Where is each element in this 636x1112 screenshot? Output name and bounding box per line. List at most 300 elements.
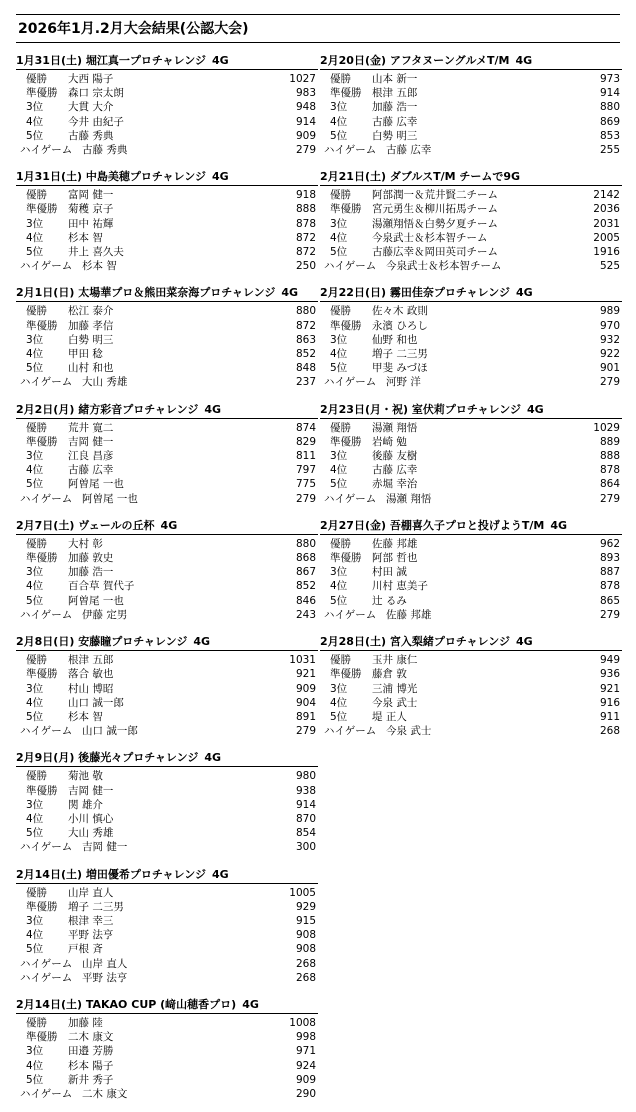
event-rows — [16, 1016, 318, 1101]
result-rank: 3位 — [26, 1045, 44, 1058]
result-row — [16, 769, 318, 783]
result-row — [320, 361, 622, 375]
result-name: 吉岡 健一 — [68, 435, 114, 448]
result-name: 今泉武士＆杉本智チーム — [386, 260, 502, 273]
result-name: 三浦 博光 — [372, 682, 418, 695]
result-row — [16, 333, 318, 347]
result-rank: 準優勝 — [26, 87, 58, 100]
result-row — [320, 724, 622, 738]
event-date: 2月8日(日) — [16, 635, 75, 649]
result-score: 1916 — [593, 246, 620, 259]
result-row — [16, 435, 318, 449]
result-rank: 優勝 — [26, 1016, 47, 1029]
event-block — [16, 633, 318, 738]
event-block — [16, 168, 318, 273]
event-rows — [16, 653, 318, 738]
event-date: 2月1日(日) — [16, 286, 75, 300]
result-row — [16, 1016, 318, 1030]
event-heading — [16, 517, 318, 535]
result-score: 878 — [295, 217, 316, 230]
result-row — [320, 217, 622, 231]
result-score: 872 — [295, 246, 316, 259]
result-row — [320, 231, 622, 245]
result-rank: 4位 — [26, 348, 44, 361]
result-row — [16, 667, 318, 681]
event-games: 4G — [515, 54, 533, 67]
result-row — [16, 319, 318, 333]
event-rows — [320, 304, 622, 389]
result-name: 川村 恵美子 — [372, 580, 428, 593]
result-row — [16, 100, 318, 114]
event-date: 2月7日(土) — [16, 518, 75, 532]
result-row — [16, 696, 318, 710]
event-games: 4G — [515, 286, 533, 300]
result-rank: 準優勝 — [26, 203, 58, 216]
event-name: 室伏莉プロチャレンジ — [408, 402, 521, 416]
result-score: 1027 — [289, 73, 316, 85]
result-score: 971 — [295, 1045, 316, 1058]
event-date: 1月31日(土) — [16, 170, 83, 184]
result-score: 2031 — [593, 217, 620, 230]
result-score: 846 — [295, 594, 316, 607]
event-date: 2月2日(月) — [16, 402, 75, 416]
event-block — [16, 284, 318, 389]
result-row — [320, 202, 622, 216]
event-block — [320, 633, 622, 738]
result-rank: ハイゲーム — [20, 1087, 73, 1100]
result-name: 二木 康文 — [82, 1087, 128, 1100]
result-score: 908 — [295, 943, 316, 956]
result-rank: 準優勝 — [330, 87, 362, 100]
result-rank: 優勝 — [330, 305, 351, 318]
result-row — [320, 682, 622, 696]
result-name: 森口 宗太朗 — [68, 87, 124, 100]
result-score: 2005 — [593, 231, 620, 244]
event-heading — [320, 52, 622, 70]
result-name: 阿曽尾 一也 — [68, 594, 124, 607]
result-rank: 優勝 — [330, 73, 351, 85]
result-score: 279 — [599, 492, 620, 505]
result-score: 870 — [295, 812, 316, 825]
event-name: 霧田佳奈プロチャレンジ — [386, 286, 510, 300]
event-rows — [320, 537, 622, 622]
result-rank: 4位 — [330, 696, 348, 709]
result-row — [16, 957, 318, 971]
result-rank: ハイゲーム — [324, 492, 377, 505]
result-name: 仙野 和也 — [372, 333, 418, 346]
result-row — [16, 1044, 318, 1058]
result-name: 杉本 陽子 — [68, 1059, 114, 1072]
result-score: 970 — [599, 319, 620, 332]
result-rank: 4位 — [26, 580, 44, 593]
result-rank: 5位 — [26, 594, 44, 607]
result-score: 854 — [295, 827, 316, 840]
result-name: 山口 誠一郎 — [68, 696, 124, 709]
result-row — [16, 143, 318, 157]
result-row — [16, 1030, 318, 1044]
result-name: 湯瀬 翔悟 — [386, 492, 432, 505]
result-name: 赤堀 幸治 — [372, 478, 418, 491]
result-row — [16, 361, 318, 375]
result-name: 戸根 斉 — [68, 943, 103, 956]
result-score: 243 — [295, 608, 316, 621]
result-name: 村田 誠 — [372, 566, 407, 579]
result-row — [320, 608, 622, 622]
result-row — [16, 551, 318, 565]
result-name: 藤倉 敦 — [372, 668, 407, 681]
result-score: 863 — [295, 333, 316, 346]
result-rank: 優勝 — [26, 189, 47, 202]
result-score: 921 — [599, 682, 620, 695]
result-row — [16, 231, 318, 245]
result-score: 525 — [599, 260, 620, 273]
event-games: 4G — [515, 635, 533, 649]
result-row — [16, 463, 318, 477]
result-score: 852 — [295, 580, 316, 593]
result-rank: 3位 — [26, 914, 44, 927]
result-name: 岩崎 勉 — [372, 435, 407, 448]
result-row — [320, 710, 622, 724]
event-rows — [320, 72, 622, 157]
event-heading — [16, 633, 318, 651]
result-rank: 5位 — [330, 246, 348, 259]
result-name: 山口 誠一郎 — [82, 725, 138, 738]
result-rank: 準優勝 — [26, 784, 58, 797]
result-score: 989 — [599, 305, 620, 318]
result-name: 根津 五郎 — [68, 654, 114, 667]
event-name: 後藤光々プロチャレンジ — [74, 751, 199, 765]
event-name: 堀江真一プロチャレンジ — [82, 54, 206, 67]
result-name: 田邉 芳勝 — [68, 1045, 114, 1058]
result-rank: 4位 — [26, 231, 44, 244]
result-name: 根津 五郎 — [372, 87, 418, 100]
result-name: 佐藤 邦雄 — [372, 537, 418, 550]
result-score: 1008 — [289, 1016, 316, 1029]
result-rank: 優勝 — [26, 537, 47, 550]
result-row — [320, 421, 622, 435]
result-score: 973 — [599, 73, 620, 85]
result-score: 300 — [295, 841, 316, 854]
result-row — [16, 826, 318, 840]
result-rank: 3位 — [330, 333, 348, 346]
result-name: 大西 陽子 — [68, 73, 114, 85]
event-block — [320, 401, 622, 506]
result-row — [16, 259, 318, 273]
result-score: 869 — [599, 115, 620, 128]
result-name: 白勢 明三 — [372, 129, 418, 142]
result-row — [320, 594, 622, 608]
result-rank: 3位 — [330, 217, 348, 230]
result-score: 909 — [295, 129, 316, 142]
result-row — [320, 143, 622, 157]
event-name: 中島美穂プロチャレンジ — [82, 170, 206, 184]
result-score: 901 — [599, 362, 620, 375]
result-name: 富岡 健一 — [68, 189, 114, 202]
result-row — [16, 115, 318, 129]
event-heading — [16, 749, 318, 767]
result-score: 279 — [295, 492, 316, 505]
result-score: 1031 — [289, 654, 316, 667]
result-score: 1005 — [289, 886, 316, 899]
result-row — [16, 347, 318, 361]
result-row — [16, 900, 318, 914]
result-rank: 優勝 — [26, 421, 47, 434]
result-name: 古藤 広幸 — [372, 464, 418, 477]
result-name: 加藤 陸 — [68, 1016, 103, 1029]
event-block — [16, 749, 318, 854]
result-rank: ハイゲーム — [20, 144, 73, 157]
event-name: 緒方彩音プロチャレンジ — [74, 402, 199, 416]
event-date: 2月14日(土) — [16, 867, 83, 881]
event-rows — [320, 653, 622, 738]
result-rank: 優勝 — [330, 537, 351, 550]
result-score: 279 — [599, 376, 620, 389]
result-rank: 4位 — [26, 115, 44, 128]
result-row — [320, 72, 622, 86]
result-name: 吉岡 健一 — [68, 784, 114, 797]
result-rank: 5位 — [330, 129, 348, 142]
event-date: 2月27日(金) — [320, 518, 387, 532]
result-rank: 5位 — [26, 362, 44, 375]
result-rank: 準優勝 — [26, 552, 58, 565]
result-row — [320, 347, 622, 361]
result-rank: 5位 — [330, 478, 348, 491]
result-name: 甲田 稔 — [68, 348, 103, 361]
result-name: 山村 和也 — [68, 362, 114, 375]
result-row — [16, 202, 318, 216]
result-score: 880 — [295, 305, 316, 318]
result-score: 904 — [295, 696, 316, 709]
event-heading — [16, 866, 318, 884]
result-row — [16, 492, 318, 506]
result-rank: 4位 — [26, 464, 44, 477]
result-rank: 4位 — [26, 812, 44, 825]
result-rank: 優勝 — [26, 770, 47, 783]
result-score: 865 — [599, 594, 620, 607]
event-block — [16, 866, 318, 985]
result-rank: 3位 — [26, 450, 44, 463]
result-score: 874 — [295, 421, 316, 434]
result-name: 増子 二三男 — [68, 900, 124, 913]
event-heading — [320, 168, 622, 186]
result-score: 909 — [295, 682, 316, 695]
result-name: 関 雄介 — [68, 798, 103, 811]
result-score: 237 — [295, 376, 316, 389]
result-row — [16, 86, 318, 100]
result-name: 古藤広幸＆岡田英司チーム — [372, 246, 498, 259]
result-rank: ハイゲーム — [324, 144, 377, 157]
result-name: 永濱 ひろし — [372, 319, 428, 332]
result-row — [320, 579, 622, 593]
event-games: 4G — [211, 170, 229, 184]
event-date: 2月23日(月・祝) — [320, 402, 409, 416]
event-name: 太場華プロ＆熊田菜奈海プロチャレンジ — [74, 286, 276, 300]
result-name: 大山 秀雄 — [82, 376, 128, 389]
event-name: 吾棚喜久子プロと投げようT/M — [386, 518, 545, 532]
event-date: 2月28日(土) — [320, 635, 387, 649]
result-score: 888 — [295, 203, 316, 216]
event-name: 安藤瞳プロチャレンジ — [74, 635, 188, 649]
event-date: 2月20日(金) — [320, 54, 387, 67]
result-score: 891 — [295, 710, 316, 723]
result-rank: 5位 — [26, 1073, 44, 1086]
result-rank: 優勝 — [330, 189, 351, 202]
result-name: 玉井 康仁 — [372, 654, 418, 667]
event-block — [320, 52, 622, 157]
result-name: 加藤 浩一 — [372, 101, 418, 114]
result-rank: 優勝 — [26, 73, 47, 85]
page-title: 2026年1月.2月大会結果(公認大会) — [18, 21, 249, 37]
result-score: 909 — [295, 1073, 316, 1086]
result-score: 797 — [295, 464, 316, 477]
result-rank: ハイゲーム — [20, 971, 73, 984]
result-row — [16, 537, 318, 551]
result-name: 湯瀬 翔悟 — [372, 421, 418, 434]
result-name: 大貫 大介 — [68, 101, 114, 114]
result-rank: 準優勝 — [330, 203, 362, 216]
result-row — [16, 914, 318, 928]
result-name: 阿曽尾 一也 — [82, 492, 138, 505]
result-rank: 4位 — [330, 231, 348, 244]
result-row — [16, 928, 318, 942]
result-name: 甲斐 みづほ — [372, 362, 428, 375]
result-rank: 4位 — [26, 696, 44, 709]
result-name: 平野 法亨 — [68, 929, 114, 942]
result-rank: 3位 — [330, 450, 348, 463]
right-column — [320, 52, 622, 1112]
event-name: 増田優希プロチャレンジ — [82, 867, 206, 881]
result-score: 279 — [295, 144, 316, 157]
result-score: 811 — [295, 450, 316, 463]
result-rank: 4位 — [330, 580, 348, 593]
event-rows — [16, 188, 318, 273]
document-title-bar — [16, 14, 620, 43]
result-row — [16, 375, 318, 389]
result-rank: 3位 — [330, 682, 348, 695]
result-name: 阿曽尾 一也 — [68, 478, 124, 491]
event-block — [320, 284, 622, 389]
result-rank: 5位 — [330, 362, 348, 375]
result-row — [320, 375, 622, 389]
result-row — [320, 492, 622, 506]
event-games: 4G — [242, 997, 259, 1011]
result-row — [16, 784, 318, 798]
event-heading — [320, 517, 622, 535]
result-row — [320, 333, 622, 347]
result-score: 268 — [295, 971, 316, 984]
event-rows — [16, 537, 318, 622]
result-rank: ハイゲーム — [20, 492, 73, 505]
result-rank: 準優勝 — [26, 900, 58, 913]
event-date: 1月31日(土) — [16, 54, 83, 67]
result-name: 湯瀬翔悟＆白勢夕夏チーム — [372, 217, 498, 230]
result-row — [320, 537, 622, 551]
result-row — [16, 477, 318, 491]
result-rank: 3位 — [26, 333, 44, 346]
result-row — [16, 840, 318, 854]
result-name: 菊穫 京子 — [68, 203, 114, 216]
result-name: 菊池 敬 — [68, 770, 103, 783]
result-score: 998 — [295, 1031, 316, 1044]
result-rank: 3位 — [26, 682, 44, 695]
event-games: 4G — [204, 751, 222, 765]
result-score: 914 — [295, 798, 316, 811]
result-score: 888 — [599, 450, 620, 463]
result-score: 880 — [295, 537, 316, 550]
event-rows — [16, 769, 318, 854]
result-score: 887 — [599, 566, 620, 579]
result-score: 949 — [599, 654, 620, 667]
result-rank: 準優勝 — [26, 1031, 58, 1044]
result-row — [320, 259, 622, 273]
result-score: 916 — [599, 696, 620, 709]
result-rank: 5位 — [330, 594, 348, 607]
result-name: 今井 由紀子 — [68, 115, 124, 128]
result-rank: 3位 — [26, 566, 44, 579]
result-name: 白勢 明三 — [68, 333, 114, 346]
result-score: 929 — [295, 900, 316, 913]
event-rows — [320, 421, 622, 506]
result-name: 増子 二三男 — [372, 348, 428, 361]
result-name: 加藤 孝信 — [68, 319, 114, 332]
event-games: 4G — [281, 286, 299, 300]
result-name: 古藤 秀典 — [68, 129, 114, 142]
result-score: 852 — [295, 348, 316, 361]
event-games: 4G — [160, 518, 178, 532]
result-name: 新井 秀子 — [68, 1073, 114, 1086]
result-name: 松江 泰介 — [68, 305, 114, 318]
result-rank: 3位 — [26, 101, 44, 114]
result-row — [320, 449, 622, 463]
result-row — [16, 579, 318, 593]
result-row — [320, 115, 622, 129]
result-name: 宮元勇生＆柳川拓馬チーム — [372, 203, 498, 216]
result-score: 1029 — [593, 421, 620, 434]
result-row — [320, 653, 622, 667]
event-block — [16, 401, 318, 506]
event-block — [320, 517, 622, 622]
result-score: 922 — [599, 348, 620, 361]
event-block — [16, 517, 318, 622]
event-name: ヴェールの丘杯 — [74, 518, 155, 532]
result-score: 932 — [599, 333, 620, 346]
result-row — [16, 188, 318, 202]
event-date: 2月21日(土) — [320, 170, 387, 184]
result-score: 924 — [295, 1059, 316, 1072]
result-rank: 5位 — [26, 827, 44, 840]
result-rank: 5位 — [26, 943, 44, 956]
result-name: 落合 敏也 — [68, 668, 114, 681]
result-rank: 4位 — [330, 464, 348, 477]
result-name: 河野 洋 — [386, 376, 421, 389]
result-score: 893 — [599, 552, 620, 565]
event-rows — [16, 72, 318, 157]
result-rank: 優勝 — [26, 654, 47, 667]
result-row — [320, 100, 622, 114]
result-rank: ハイゲーム — [20, 957, 73, 970]
left-column — [16, 52, 318, 1112]
result-row — [16, 608, 318, 622]
event-games: 4G — [211, 54, 229, 67]
result-row — [320, 565, 622, 579]
result-row — [320, 188, 622, 202]
result-rank: 準優勝 — [26, 435, 58, 448]
result-name: 今泉 武士 — [372, 696, 418, 709]
event-games: 4G — [193, 635, 211, 649]
result-name: 大村 彰 — [68, 537, 103, 550]
result-rank: ハイゲーム — [324, 260, 377, 273]
event-heading — [320, 401, 622, 419]
